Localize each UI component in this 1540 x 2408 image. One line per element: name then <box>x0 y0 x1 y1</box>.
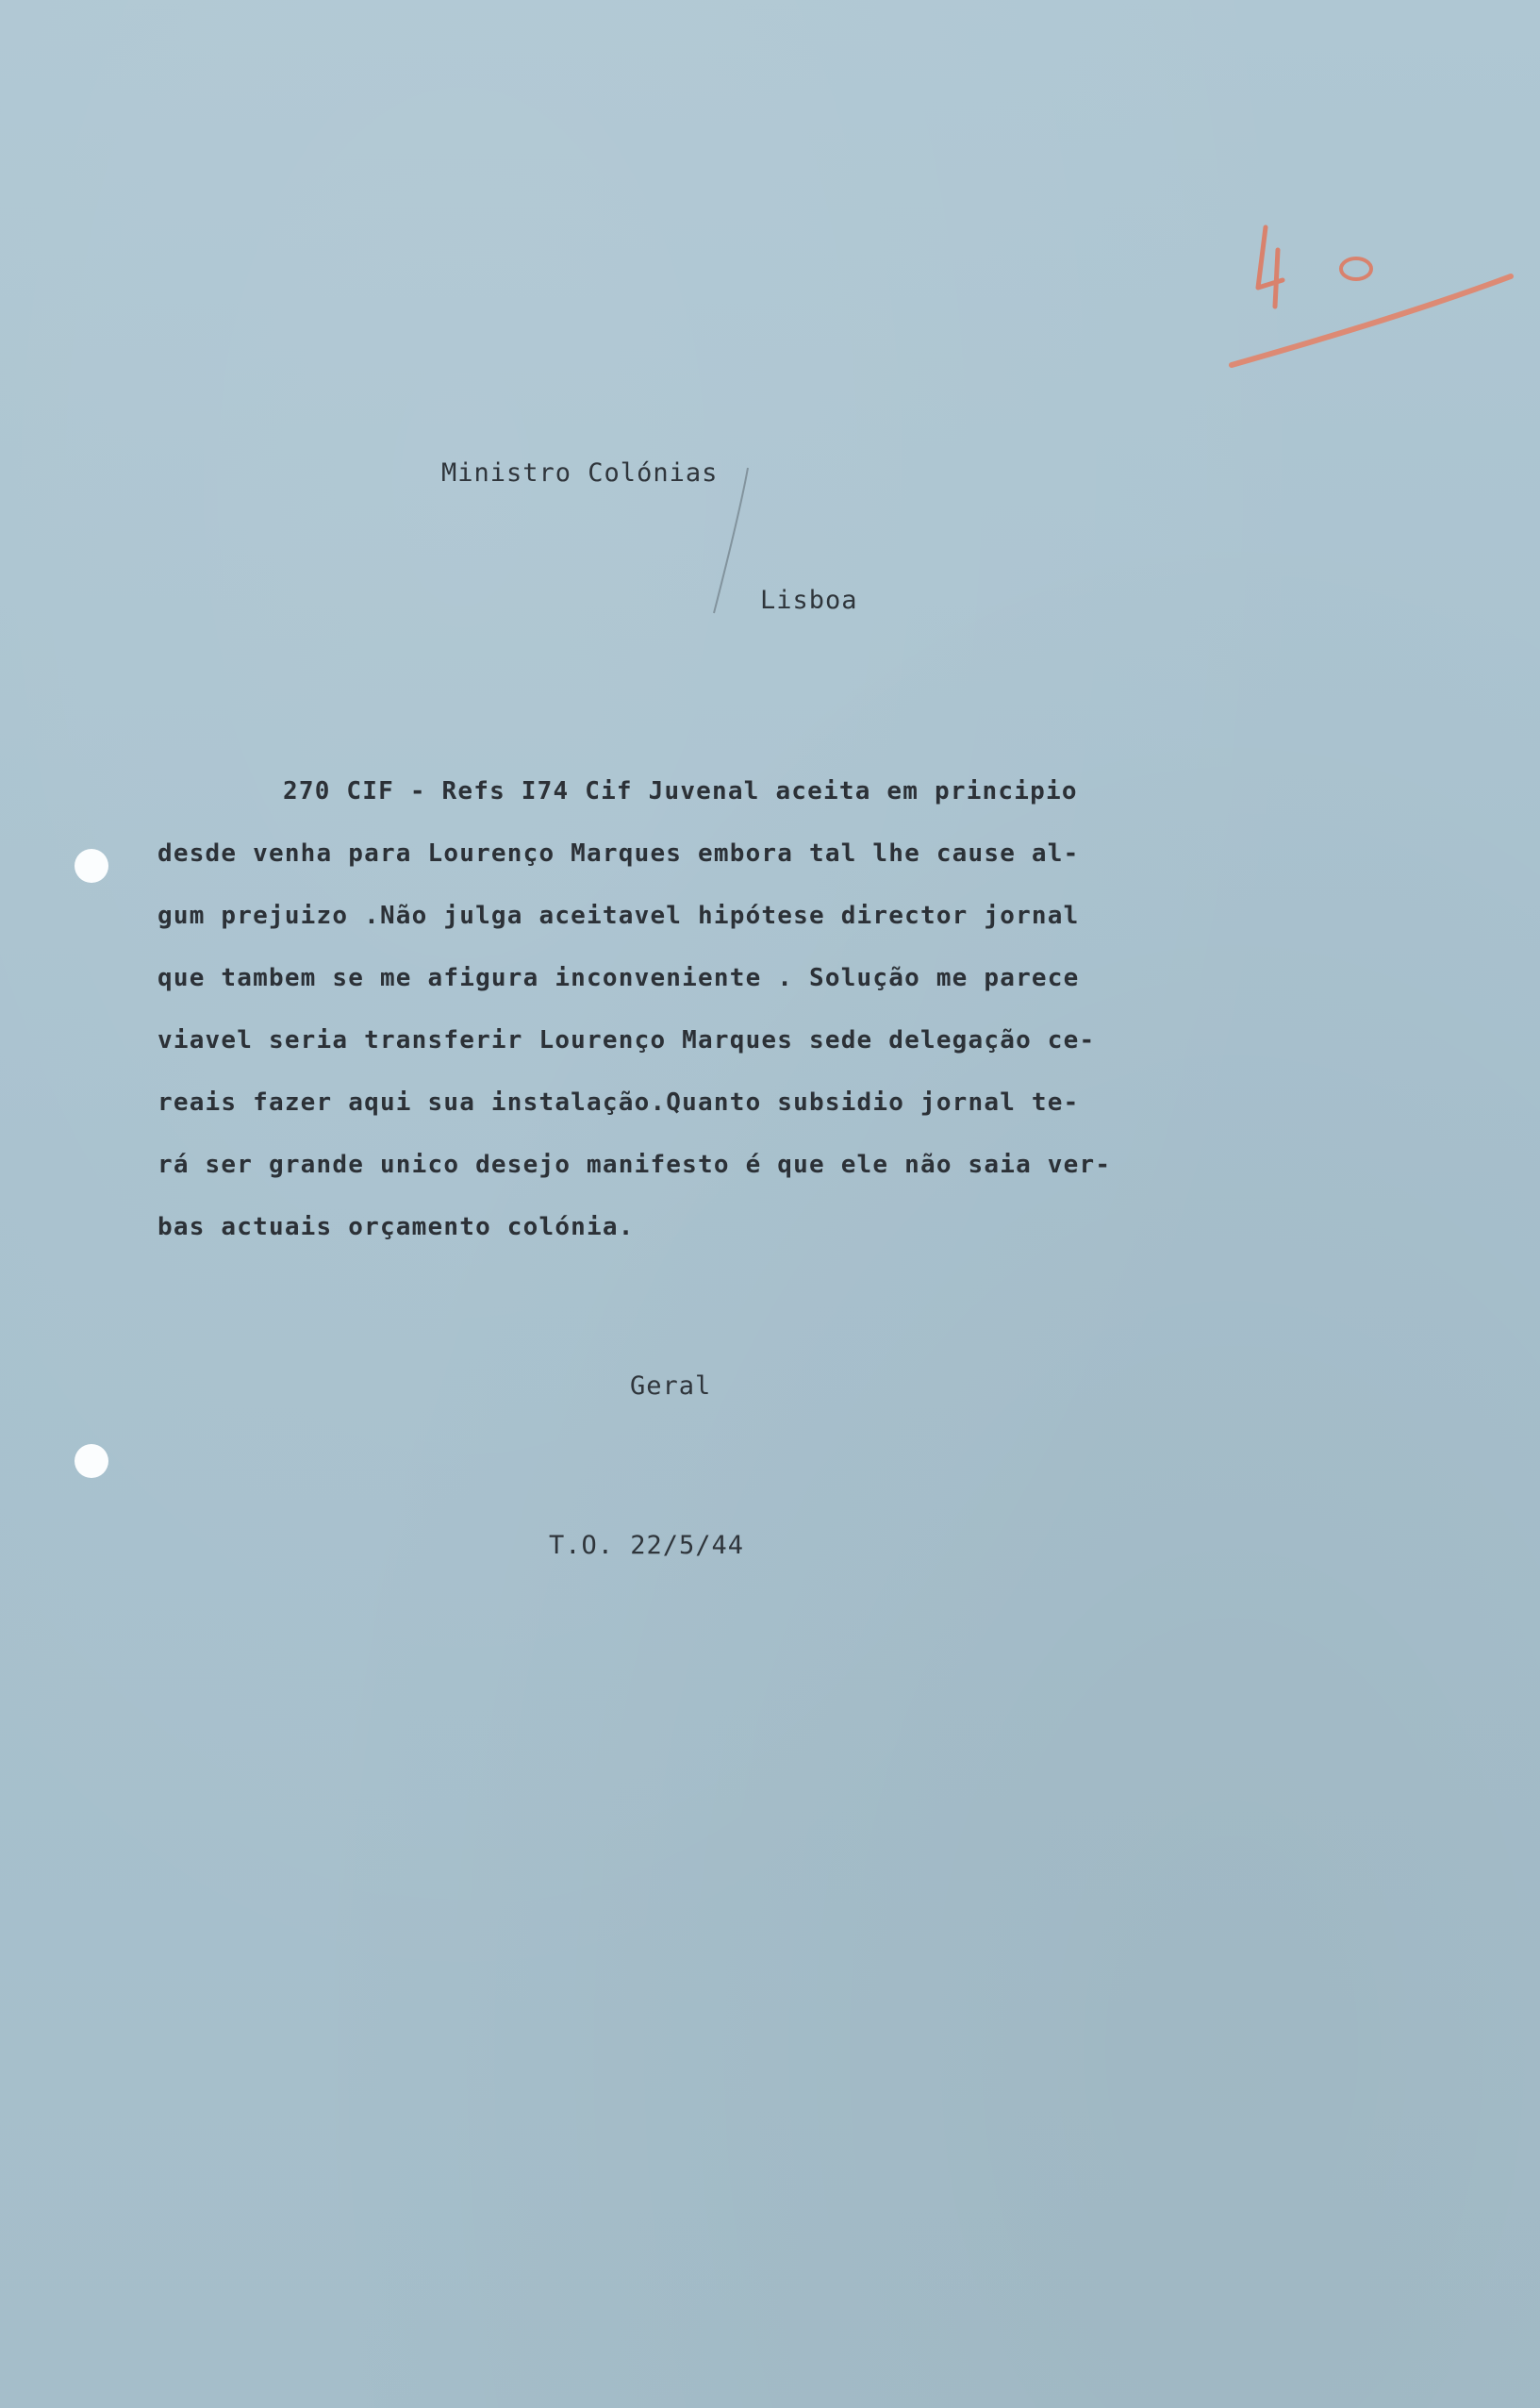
body-line-2: desde venha para Lourenço Marques embora tal lhe cause al- <box>157 839 1080 868</box>
body-line-5: viavel seria transferir Lourenço Marques sede delegação ce- <box>157 1026 1096 1055</box>
body-line-3: gum prejuizo .Não julga aceitavel hipótese director jornal <box>157 902 1080 930</box>
reference-line: T.O. 22/5/44 <box>549 1531 745 1560</box>
body-line-4: que tambem se me afigura inconveniente . Solução me parece <box>157 964 1080 992</box>
recipient-line: Ministro Colónias <box>441 458 719 488</box>
signature-line: Geral <box>630 1371 712 1401</box>
city-line: Lisboa <box>760 586 858 615</box>
body-line-6: reais fazer aqui sua instalação.Quanto subsidio jornal te- <box>157 1088 1080 1117</box>
body-line-1: 270 CIF - Refs I74 Cif Juvenal aceita em principio <box>283 777 1078 805</box>
punch-hole-bottom <box>75 1444 108 1478</box>
annotation-digit-four <box>1258 227 1283 307</box>
red-pencil-annotation <box>1226 222 1528 382</box>
body-line-8: bas actuais orçamento colónia. <box>157 1213 635 1241</box>
annotation-digit-zero <box>1341 258 1371 279</box>
punch-hole-top <box>75 849 108 883</box>
body-line-7: rá ser grande unico desejo manifesto é que ele não saia ver- <box>157 1151 1112 1179</box>
